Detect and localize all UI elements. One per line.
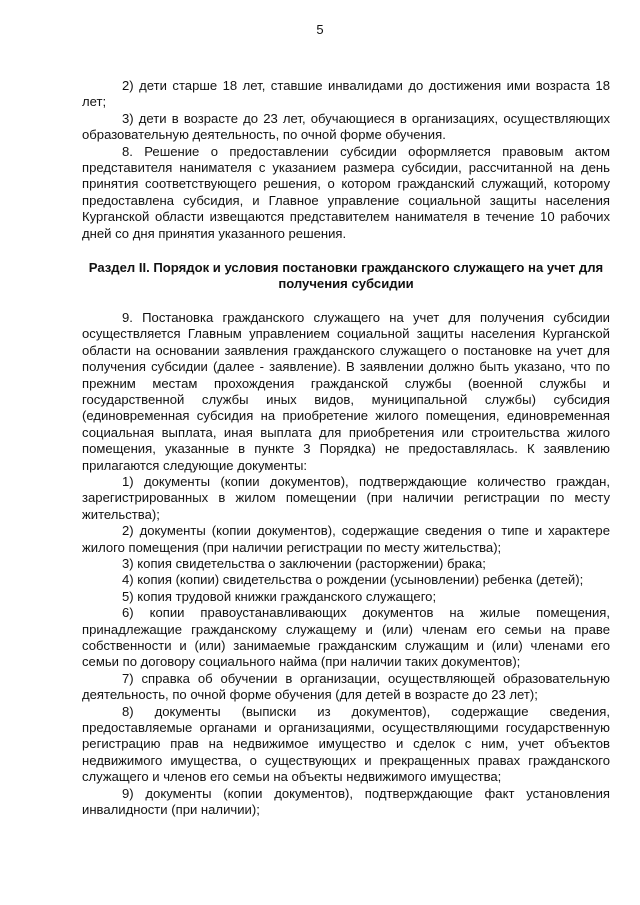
section-heading: Раздел II. Порядок и условия постановки гражданского служащего на учет для получения субсидии bbox=[88, 260, 604, 292]
list-item-3: 3) копия свидетельства о заключении (расторжении) брака; bbox=[122, 555, 486, 571]
paragraph-clause-9: 9. Постановка гражданского служащего на учет для получения субсидии осуществляется Главным управлением социальной защиты населения Курганской области на основании заявления гражданского служащего о постановке на учет для получения субсидии (далее - заявление). В заявлении должно быть указано, что по прежним местам прохождения гражданской службы (военной службы и государственной службы иных видов, муниципальной службы) субсидия (единовременная субсидия на приобретение жилого помещения, единовременная социальная выплата, иная выплата для приобретения или строительства жилого помещения, указанные в пункте 3 Порядка) не предоставлялась. К заявлению прилагаются следующие документы: bbox=[82, 309, 610, 473]
list-item-9: 9) документы (копии документов), подтверждающие факт установления инвалидности (при наличии); bbox=[82, 785, 610, 818]
document-body bbox=[82, 78, 610, 818]
list-item-8: 8) документы (выписки из документов), содержащие сведения, предоставляемые органами и организациями, осуществляющими государственную регистрацию прав на недвижимое имущество и сделок с ним, учет объектов недвижимого имущества, о существующих и прекращенных правах гражданского служащего и членов его семьи на объекты недвижимого имущества; bbox=[82, 703, 610, 785]
list-item-6: 6) копии правоустанавливающих документов на жилые помещения, принадлежащие гражданскому служащему и (или) членам его семьи на праве собственности и (или) занимаемые гражданским служащим и (или) членами его семьи по договору социального найма (при наличии таких документов); bbox=[82, 605, 610, 670]
list-item-1: 1) документы (копии документов), подтверждающие количество граждан, зарегистрированных в жилом помещении (при наличии регистрации по месту жительства); bbox=[82, 473, 610, 522]
list-item-2: 2) документы (копии документов), содержащие сведения о типе и характере жилого помещения (при наличии регистрации по месту жительства); bbox=[82, 523, 610, 555]
paragraph-clause-8: 8. Решение о предоставлении субсидии оформляется правовым актом представителя нанимателя с указанием размера субсидии, рассчитанной на день принятия соответствующего решения, о котором гражданский служащий, которому предоставлена субсидия, и Главное управление социальной защиты населения Курганской области извещаются представителем нанимателя в течение 10 рабочих дней со дня принятия указанного решения. bbox=[82, 143, 610, 241]
page-number: 5 bbox=[316, 22, 324, 37]
paragraph-item-2: 2) дети старше 18 лет, ставшие инвалидами до достижения ими возраста 18 лет; bbox=[82, 78, 610, 110]
list-item-7: 7) справка об обучении в организации, осуществляющей образовательную деятельность, по очной форме обучения (для детей в возрасте до 23 лет); bbox=[82, 670, 610, 703]
list-item-5: 5) копия трудовой книжки гражданского служащего; bbox=[122, 588, 437, 604]
list-item-4: 4) копия (копии) свидетельства о рождении (усыновлении) ребенка (детей); bbox=[122, 572, 584, 588]
paragraph-item-3: 3) дети в возрасте до 23 лет, обучающиеся в организациях, осуществляющих образовательную деятельность, по очной форме обучения. bbox=[82, 110, 610, 143]
